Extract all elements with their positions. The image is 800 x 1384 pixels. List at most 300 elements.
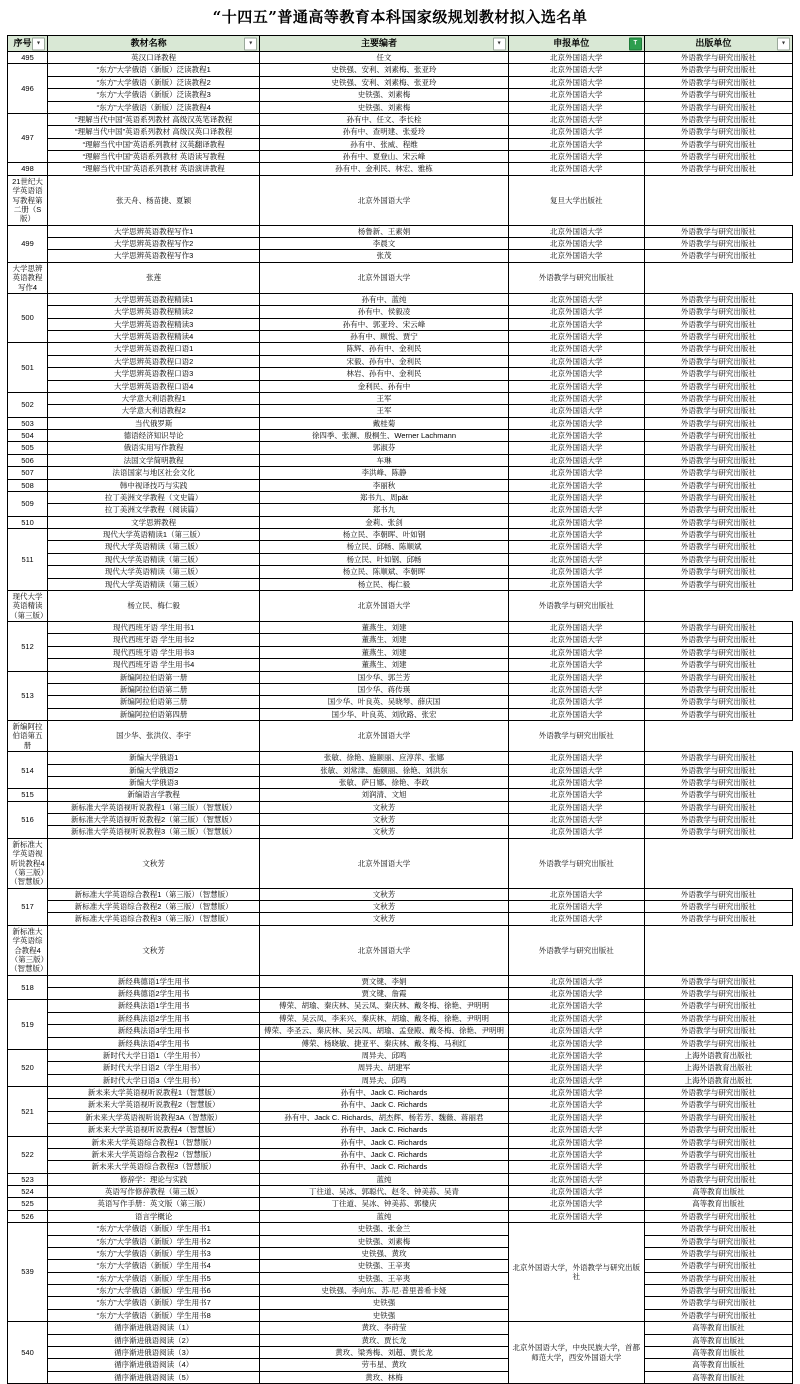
table-row [8,838,793,888]
table-row [8,988,793,1000]
table-row [8,826,793,838]
cell-apply-unit: 北京外国语大学 [508,1062,644,1074]
cell-author: 陈辉、孙有中、金利民 [260,343,508,355]
cell-apply-unit: 北京外国语大学 [508,250,644,262]
cell-author: 杨立民、李朝晖、叶如钢 [260,529,508,541]
cell-textbook-name: 循序渐进俄语阅读（1） [48,1322,260,1334]
cell-apply-unit: 北京外国语大学 [508,380,644,392]
cell-publisher: 外语教学与研究出版社 [644,541,792,553]
cell-author: 文秋芳 [260,801,508,813]
cell-apply-unit: 北京外国语大学 [508,76,644,88]
cell-author: 贾文键、詹霞 [260,988,508,1000]
cell-seq: 502 [8,392,48,417]
cell-author: 黄玫、林梅 [260,1371,508,1383]
cell-publisher: 高等教育出版社 [644,1346,792,1358]
cell-publisher: 高等教育出版社 [644,1359,792,1371]
cell-publisher: 外语教学与研究出版社 [644,318,792,330]
cell-author: 孙有中、Jack C. Richards、胡杰辉、杨若芳、魏薇、蒋丽君 [260,1111,508,1123]
cell-publisher: 外语教学与研究出版社 [644,516,792,528]
table-row [8,1309,793,1321]
cell-publisher: 外语教学与研究出版社 [644,1087,792,1099]
cell-textbook-name: 新经典法语2学生用书 [48,1012,260,1024]
table-row [8,553,793,565]
cell-publisher: 高等教育出版社 [644,1186,792,1198]
cell-author: 孙有中、张威、程维 [260,138,508,150]
table-row [8,151,793,163]
cell-apply-unit: 北京外国语大学 [508,516,644,528]
cell-textbook-name: 新经典德语1学生用书 [48,975,260,987]
cell-author: 国少华、张洪仪、李宇 [48,721,260,752]
filter-dropdown-icon-seq[interactable]: ▾ [32,37,45,50]
cell-seq: 523 [8,1173,48,1185]
table-row [8,764,793,776]
table-row [8,175,793,225]
cell-textbook-name: 大学思辨英语教程写作4 [8,262,48,293]
cell-publisher: 外语教学与研究出版社 [644,659,792,671]
cell-apply-unit: 北京外国语大学 [508,1173,644,1185]
cell-author: 周异夫、邱鸣 [260,1074,508,1086]
cell-seq: 524 [8,1186,48,1198]
table-row [8,646,793,658]
cell-textbook-name: 新标准大学英语综合教程3（第三版）（智慧版） [48,913,260,925]
cell-publisher: 外语教学与研究出版社 [644,1272,792,1284]
cell-publisher: 外语教学与研究出版社 [644,1173,792,1185]
table-row [8,163,793,175]
column-header-author [260,36,508,52]
cell-publisher: 外语教学与研究出版社 [644,368,792,380]
cell-seq: 495 [8,52,48,64]
cell-publisher: 外语教学与研究出版社 [644,430,792,442]
table-row [8,479,793,491]
cell-textbook-name: 语言学概论 [48,1210,260,1222]
cell-apply-unit: 北京外国语大学 [508,238,644,250]
cell-apply-unit: 北京外国语大学 [508,553,644,565]
cell-publisher: 外语教学与研究出版社 [644,101,792,113]
cell-textbook-name: 新未来大学英语视听说教程3A（智慧版） [48,1111,260,1123]
table-row [8,368,793,380]
cell-author: 黄玫、贾长龙 [260,1334,508,1346]
table-row [8,789,793,801]
cell-textbook-name: 新时代大学日语2（学生用书） [48,1062,260,1074]
table-row [8,293,793,305]
table-row [8,1148,793,1160]
table-row [8,238,793,250]
cell-publisher: 外语教学与研究出版社 [644,138,792,150]
cell-seq: 505 [8,442,48,454]
cell-textbook-name: “东方”大学俄语（新版）学生用书1 [48,1223,260,1235]
cell-textbook-name: 拉丁美洲文学教程（阅读篇） [48,504,260,516]
table-row [8,331,793,343]
cell-textbook-name: 现代西班牙语 学生用书1 [48,622,260,634]
cell-author: 贾文键、李娟 [260,975,508,987]
cell-textbook-name: 大学思辨英语教程精读3 [48,318,260,330]
cell-author: 史铁强、安利、刘素梅、张亚玲 [260,64,508,76]
table-row [8,491,793,503]
cell-publisher: 外语教学与研究出版社 [644,491,792,503]
cell-publisher: 外语教学与研究出版社 [644,1037,792,1049]
cell-author: 文秋芳 [260,814,508,826]
cell-textbook-name: 新标准大学英语综合教程4（第三版）（智慧版） [8,925,48,975]
table-row [8,721,793,752]
cell-author: 傅荣、胡瑜、秦庆林、吴云凤、秦庆林、戴冬梅、徐艳、尹明明 [260,1000,508,1012]
cell-textbook-name: 修辞学：理论与实践 [48,1173,260,1185]
cell-textbook-name: “东方”大学俄语（新版）泛读教程4 [48,101,260,113]
table-row [8,529,793,541]
cell-textbook-name: 21世纪大学英语语写教程第二册（S版） [8,175,48,225]
cell-apply-unit: 北京外国语大学 [508,163,644,175]
cell-textbook-name: 大学意大利语教程1 [48,392,260,404]
cell-author: 张敏、萨日娜、徐艳、李政 [260,776,508,788]
table-row [8,683,793,695]
cell-textbook-name: 新未来大学英语视听说教程4（智慧版） [48,1124,260,1136]
table-row [8,1087,793,1099]
cell-apply-unit: 北京外国语大学 [508,405,644,417]
cell-apply-unit: 北京外国语大学，中央民族大学，首都师范大学，西安外国语大学 [508,1322,644,1384]
cell-textbook-name: 大学思辨英语教程口语3 [48,368,260,380]
cell-seq: 516 [8,801,48,838]
table-row [8,380,793,392]
cell-author: 黄玫、梁秀梅、刘超、贾长龙 [260,1346,508,1358]
cell-textbook-name: 俄语实用写作教程 [48,442,260,454]
cell-author: 杨立民、邱畅、陈顺斌 [260,541,508,553]
table-row [8,541,793,553]
table-row [8,1074,793,1086]
cell-publisher: 外语教学与研究出版社 [644,64,792,76]
cell-publisher: 外语教学与研究出版社 [644,888,792,900]
cell-publisher: 外语教学与研究出版社 [644,646,792,658]
column-header-publisher [644,36,792,52]
table-row [8,504,793,516]
cell-apply-unit: 北京外国语大学 [508,541,644,553]
cell-author: 国少华、叶良英、吴晓琴、薛庆国 [260,696,508,708]
cell-seq: 508 [8,479,48,491]
cell-publisher: 外语教学与研究出版社 [644,553,792,565]
cell-apply-unit: 北京外国语大学 [508,901,644,913]
table-row [8,752,793,764]
cell-author: 国少华、郭兰芳 [260,671,508,683]
cell-apply-unit: 北京外国语大学 [508,64,644,76]
cell-publisher: 外语教学与研究出版社 [644,683,792,695]
filter-dropdown-icon-apply-unit[interactable]: T [629,37,642,50]
cell-publisher: 外语教学与研究出版社 [644,789,792,801]
table-row [8,671,793,683]
cell-textbook-name: 新标准大学英语视听说教程4（第三版）（智慧版） [8,838,48,888]
cell-textbook-name: 大学思辨英语教程精读4 [48,331,260,343]
table-row [8,925,793,975]
column-header-author-label: 主要编者 [360,37,397,48]
cell-textbook-name: 拉丁美洲文学教程（文史篇） [48,491,260,503]
cell-author: 孙有中、金利民、林宏、雅栋 [260,163,508,175]
cell-author: 孙有中、任文、李长栓 [260,113,508,125]
cell-seq: 496 [8,64,48,114]
cell-publisher: 外语教学与研究出版社 [644,1309,792,1321]
cell-textbook-name: 新未来大学英语视听说教程1（智慧版） [48,1087,260,1099]
cell-textbook-name: 循序渐进俄语阅读（2） [48,1334,260,1346]
cell-apply-unit: 北京外国语大学 [508,430,644,442]
table-row [8,442,793,454]
cell-apply-unit: 北京外国语大学 [508,671,644,683]
cell-apply-unit: 北京外国语大学 [508,52,644,64]
table-row [8,1198,793,1210]
cell-textbook-name: “理解当代中国”英语系列教材 高级汉英口译教程 [48,126,260,138]
table-row [8,355,793,367]
cell-publisher: 外语教学与研究出版社 [644,634,792,646]
cell-textbook-name: “东方”大学俄语（新版）学生用书2 [48,1235,260,1247]
column-header-name-label: 教材名称 [130,37,167,48]
table-row [8,696,793,708]
cell-publisher: 外语教学与研究出版社 [644,151,792,163]
table-row [8,566,793,578]
cell-textbook-name: 法国文学简明教程 [48,454,260,466]
cell-publisher: 外语教学与研究出版社 [644,566,792,578]
cell-textbook-name: 当代俄罗斯 [48,417,260,429]
cell-seq: 517 [8,888,48,925]
cell-apply-unit: 北京外国语大学 [508,89,644,101]
cell-author: 史铁强、李向东、苏·尼·普里普希卡娅 [260,1285,508,1297]
table-row [8,1371,793,1383]
cell-author: 杨立民、梅仁毅 [48,590,260,621]
cell-author: 史铁强、刘素梅 [260,101,508,113]
textbook-list-table [7,35,793,1384]
cell-seq: 497 [8,113,48,163]
cell-apply-unit: 北京外国语大学 [508,1087,644,1099]
cell-textbook-name: 新编语言学教程 [48,789,260,801]
cell-author: 傅荣、李圣云、秦庆林、吴云凤、胡瑜、孟登殿、戴冬梅、徐艳、尹明明 [260,1025,508,1037]
table-row [8,52,793,64]
cell-textbook-name: 现代大学英语精读（第三版） [48,578,260,590]
cell-author: 孙有中、查明建、张爱玲 [260,126,508,138]
table-row [8,126,793,138]
cell-apply-unit: 北京外国语大学 [508,1136,644,1148]
table-row [8,516,793,528]
table-row [8,262,793,293]
cell-textbook-name: “东方”大学俄语（新版）学生用书5 [48,1272,260,1284]
cell-apply-unit: 北京外国语大学 [508,491,644,503]
table-row [8,1359,793,1371]
cell-textbook-name: 新标准大学英语综合教程1（第三版）（智慧版） [48,888,260,900]
cell-publisher: 高等教育出版社 [644,1371,792,1383]
cell-author: 孙有中、Jack C. Richards [260,1148,508,1160]
cell-textbook-name: 新编大学俄语1 [48,752,260,764]
cell-textbook-name: 大学意大利语教程2 [48,405,260,417]
cell-seq: 506 [8,454,48,466]
cell-publisher: 外语教学与研究出版社 [644,776,792,788]
cell-author: 孙有中、郭亚玲、宋云峰 [260,318,508,330]
cell-author: 杨立民、陈顺斌、李朝晖 [260,566,508,578]
cell-apply-unit: 北京外国语大学 [508,355,644,367]
cell-author: 孙有中、Jack C. Richards [260,1124,508,1136]
cell-author: 劳韦星、黄玫 [260,1359,508,1371]
column-header-seq [8,36,48,52]
column-header-seq-label: 序号 [13,37,32,48]
cell-publisher: 外语教学与研究出版社 [644,442,792,454]
cell-publisher: 外语教学与研究出版社 [644,76,792,88]
cell-textbook-name: “东方”大学俄语（新版）学生用书4 [48,1260,260,1272]
cell-author: 文秋芳 [260,913,508,925]
cell-textbook-name: 新编大学俄语3 [48,776,260,788]
cell-textbook-name: 新经典法语4学生用书 [48,1037,260,1049]
cell-author: 杨鲁新、王素娟 [260,225,508,237]
cell-publisher: 高等教育出版社 [644,1322,792,1334]
cell-publisher: 复旦大学出版社 [508,175,644,225]
cell-author: 史铁强、王辛夷 [260,1272,508,1284]
cell-apply-unit: 北京外国语大学 [508,113,644,125]
table-row [8,814,793,826]
cell-textbook-name: 新未来大学英语综合教程2（智慧版） [48,1148,260,1160]
cell-author: 王军 [260,392,508,404]
cell-author: 蓝纯 [260,1210,508,1222]
table-row [8,405,793,417]
cell-apply-unit: 北京外国语大学 [508,789,644,801]
cell-seq: 503 [8,417,48,429]
cell-apply-unit: 北京外国语大学 [508,1025,644,1037]
cell-publisher: 上海外语教育出版社 [644,1049,792,1061]
filter-dropdown-icon-name[interactable]: ▾ [244,37,257,50]
cell-apply-unit: 北京外国语大学 [508,1210,644,1222]
cell-apply-unit: 北京外国语大学 [260,838,508,888]
table-row [8,1099,793,1111]
cell-apply-unit: 北京外国语大学 [508,888,644,900]
filter-dropdown-icon-author[interactable]: ▾ [493,37,506,50]
cell-seq: 526 [8,1210,48,1222]
cell-apply-unit: 北京外国语大学 [508,151,644,163]
cell-seq: 522 [8,1136,48,1173]
cell-textbook-name: 新编阿拉伯语第二册 [48,683,260,695]
cell-publisher: 外语教学与研究出版社 [644,293,792,305]
cell-publisher: 外语教学与研究出版社 [644,467,792,479]
cell-textbook-name: 新未来大学英语视听说教程2（智慧版） [48,1099,260,1111]
table-row [8,1322,793,1334]
cell-publisher: 外语教学与研究出版社 [644,331,792,343]
table-row [8,417,793,429]
cell-textbook-name: 新经典法语3学生用书 [48,1025,260,1037]
cell-author: 李洪峰、陈静 [260,467,508,479]
cell-author: 张敏、徐艳、施颐丽、应淳萍、张娜 [260,752,508,764]
cell-author: 孙有中、夏登山、宋云峰 [260,151,508,163]
cell-author: 丁往道、吴冰、钟美荪、郭棲庆 [260,1198,508,1210]
cell-publisher: 外语教学与研究出版社 [644,671,792,683]
cell-textbook-name: 新标准大学英语视听说教程3（第三版）（智慧版） [48,826,260,838]
cell-author: 史铁强、刘素梅 [260,1235,508,1247]
cell-author: 孙有中、蓝纯 [260,293,508,305]
cell-author: 李晨文 [260,238,508,250]
cell-apply-unit: 北京外国语大学 [260,721,508,752]
cell-publisher: 外语教学与研究出版社 [644,355,792,367]
cell-seq: 520 [8,1049,48,1086]
table-row [8,101,793,113]
cell-publisher: 外语教学与研究出版社 [644,1161,792,1173]
cell-publisher: 外语教学与研究出版社 [644,380,792,392]
cell-publisher: 外语教学与研究出版社 [644,1099,792,1111]
cell-author: 杨立民、叶如钢、邱畅 [260,553,508,565]
cell-publisher: 外语教学与研究出版社 [644,988,792,1000]
table-body [8,52,793,1384]
cell-publisher: 外语教学与研究出版社 [644,405,792,417]
cell-author: 郭淑芬 [260,442,508,454]
cell-author: 刘润清、文旭 [260,789,508,801]
cell-publisher: 外语教学与研究出版社 [644,1111,792,1123]
table-row [8,1161,793,1173]
cell-author: 史铁强、张金兰 [260,1223,508,1235]
cell-seq: 514 [8,752,48,789]
cell-publisher: 外语教学与研究出版社 [644,696,792,708]
cell-textbook-name: 大学思辨英语教程口语2 [48,355,260,367]
cell-apply-unit: 北京外国语大学 [508,454,644,466]
cell-apply-unit: 北京外国语大学，外语教学与研究出版社 [508,1223,644,1322]
cell-textbook-name: 大学思辨英语教程精读2 [48,306,260,318]
table-row [8,1025,793,1037]
cell-author: 史铁强、刘素梅 [260,89,508,101]
cell-publisher: 外语教学与研究出版社 [644,1012,792,1024]
cell-apply-unit: 北京外国语大学 [508,479,644,491]
cell-textbook-name: 现代大学英语精读（第三版） [48,541,260,553]
cell-textbook-name: 新经典法语1学生用书 [48,1000,260,1012]
cell-apply-unit: 北京外国语大学 [508,504,644,516]
cell-textbook-name: 大学思辨英语教程写作2 [48,238,260,250]
table-row [8,590,793,621]
column-header-name [48,36,260,52]
cell-seq: 499 [8,225,48,262]
cell-publisher: 外语教学与研究出版社 [644,1210,792,1222]
cell-textbook-name: 韩中视译技巧与实践 [48,479,260,491]
table-row [8,801,793,813]
cell-publisher: 外语教学与研究出版社 [644,52,792,64]
cell-publisher: 外语教学与研究出版社 [644,826,792,838]
cell-textbook-name: 英语写作手册：英文版（第三版） [48,1198,260,1210]
cell-textbook-name: “东方”大学俄语（新版）学生用书6 [48,1285,260,1297]
table-row [8,1049,793,1061]
cell-seq: 507 [8,467,48,479]
cell-apply-unit: 北京外国语大学 [508,975,644,987]
cell-publisher: 外语教学与研究出版社 [644,89,792,101]
cell-apply-unit: 北京外国语大学 [508,913,644,925]
filter-dropdown-icon-publisher[interactable]: ▾ [777,37,790,50]
cell-apply-unit: 北京外国语大学 [508,318,644,330]
cell-textbook-name: “东方”大学俄语（新版）学生用书8 [48,1309,260,1321]
cell-author: 傅荣、吴云凤、李来兴、秦庆林、胡瑜、戴冬梅、徐艳、尹明明 [260,1012,508,1024]
table-row [8,901,793,913]
cell-seq: 500 [8,293,48,343]
cell-textbook-name: 新编阿拉伯语第五册 [8,721,48,752]
cell-textbook-name: “理解当代中国”英语系列教材 英语读写教程 [48,151,260,163]
cell-textbook-name: 新未来大学英语综合教程1（智慧版） [48,1136,260,1148]
table-row [8,1285,793,1297]
cell-publisher: 外语教学与研究出版社 [644,1148,792,1160]
cell-textbook-name: 文学思辨教程 [48,516,260,528]
cell-textbook-name: 新未来大学英语综合教程3（智慧版） [48,1161,260,1173]
cell-publisher: 外语教学与研究出版社 [644,113,792,125]
cell-author: 郑书九、周păt [260,491,508,503]
cell-author: 周异夫、胡建军 [260,1062,508,1074]
cell-publisher: 外语教学与研究出版社 [508,590,644,621]
cell-publisher: 上海外语教育出版社 [644,1062,792,1074]
cell-publisher: 外语教学与研究出版社 [644,392,792,404]
table-row [8,975,793,987]
cell-seq: 509 [8,491,48,516]
table-row [8,76,793,88]
cell-apply-unit: 北京外国语大学 [508,1111,644,1123]
cell-textbook-name: “东方”大学俄语（新版）泛读教程2 [48,76,260,88]
cell-apply-unit: 北京外国语大学 [508,764,644,776]
table-row [8,64,793,76]
cell-seq: 511 [8,529,48,591]
table-row [8,454,793,466]
cell-seq: 540 [8,1322,48,1384]
cell-apply-unit: 北京外国语大学 [508,708,644,720]
cell-textbook-name: 现代西班牙语 学生用书4 [48,659,260,671]
cell-textbook-name: 大学思辨英语教程精读1 [48,293,260,305]
cell-textbook-name: 新编阿拉伯语第三册 [48,696,260,708]
